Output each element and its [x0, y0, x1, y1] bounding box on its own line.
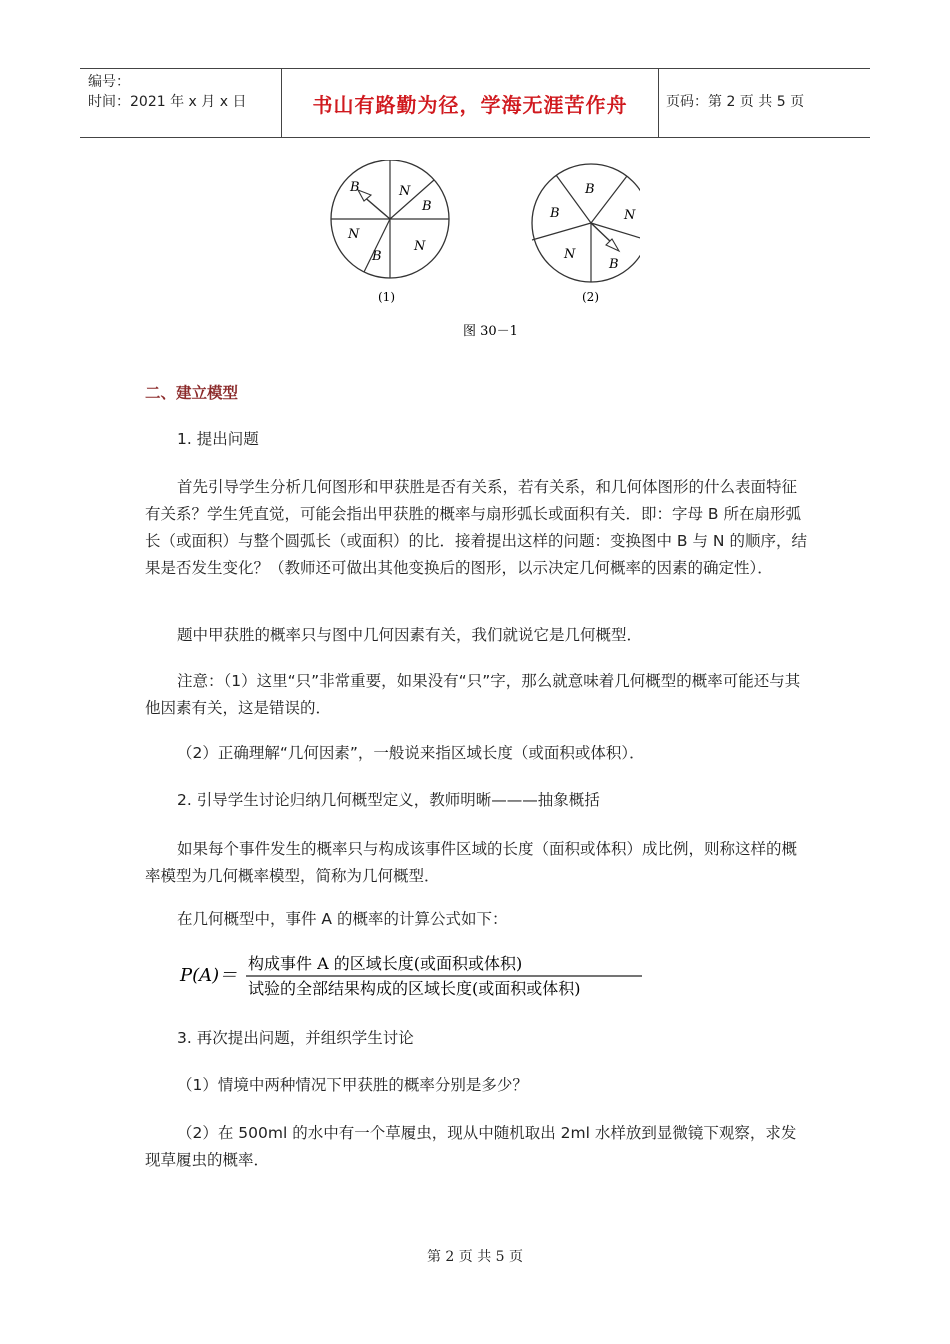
disk2-label-4: B [609, 257, 619, 272]
paragraph-1: 首先引导学生分析几何图形和甲获胜是否有关系，若有关系，和几何体图形的什么表面特征有关系？学生凭直觉，可能会指出甲获胜的概率与扇形弧长或面积有关．即：字母 B 所在扇形弧长（或面积）与整个圆弧长（或面积）的比．接着提出这样的问题：变换图中 B 与 N 的顺序，结果是否发生变化？（教师还可做出其他变换后的图形，以示决定几何概率的因素的确定性）． [145, 478, 807, 577]
spinner-disk-1 [331, 160, 449, 304]
section-heading: 二、建立模型 [145, 384, 239, 402]
header-meta [88, 72, 246, 112]
time-label: 时间：2021 年 x 月 x 日 [88, 94, 247, 110]
item-2-heading: 2. 引导学生讨论归纳几何概型定义，教师明晰———抽象概括 [177, 791, 600, 809]
disk1-caption: (1) [378, 290, 395, 304]
formula-denominator: 试验的全部结果构成的区域长度(或面积或体积) [248, 979, 581, 998]
disk2-label-1: B [585, 182, 595, 197]
disk1-label-4: N [348, 227, 360, 242]
disk1-label-3: B [422, 199, 432, 214]
disk1-label-6: N [414, 239, 426, 254]
disk2-label-3: N [624, 208, 636, 223]
paragraph-2: 题中甲获胜的概率只与图中几何因素有关，我们就说它是几何概型． [177, 626, 643, 644]
disk1-label-2: N [399, 184, 411, 199]
spinner-figure [320, 160, 640, 350]
disk2-label-5: N [564, 247, 576, 262]
probability-formula [178, 948, 648, 1000]
paragraph-5: 如果每个事件发生的概率只与构成该事件区域的长度（面积或体积）成比例，则称这样的概率模型为几何概率模型，简称为几何概型． [145, 840, 798, 885]
number-label: 编号： [88, 74, 130, 90]
paragraph-4: （2）正确理解“几何因素”，一般说来指区域长度（或面积或体积）． [177, 744, 645, 762]
disk1-label-1: B [350, 180, 360, 195]
paragraph-3: 注意：（1）这里“只”非常重要，如果没有“只”字，那么就意味着几何概型的概率可能还与其他因素有关，这是错误的． [145, 672, 801, 717]
header-page-info: 页码：第 2 页 共 5 页 [666, 94, 805, 110]
disk2-caption: (2) [582, 290, 599, 304]
formula-numerator: 构成事件 A 的区域长度(或面积或体积) [248, 954, 523, 973]
item-3-heading: 3. 再次提出问题，并组织学生讨论 [177, 1029, 414, 1047]
page-footer: 第 2 页 共 5 页 [426, 1249, 524, 1265]
disk1-label-5: B [372, 249, 382, 264]
spinner-disk-2 [532, 164, 640, 304]
figure-title: 图 30－1 [463, 324, 518, 339]
item-1-heading: 1. 提出问题 [177, 430, 259, 448]
formula-lhs: P(A)＝ [180, 965, 238, 986]
paragraph-7: （1）情境中两种情况下甲获胜的概率分别是多少？ [177, 1076, 528, 1094]
page-header [80, 68, 870, 138]
paragraph-8: （2）在 500ml 的水中有一个草履虫，现从中随机取出 2ml 水样放到显微镜下观察，求发现草履虫的概率． [145, 1124, 797, 1169]
header-motto: 书山有路勤为径，学海无涯苦作舟 [281, 69, 659, 137]
disk2-label-2: B [550, 206, 560, 221]
paragraph-6: 在几何概型中，事件 A 的概率的计算公式如下： [177, 910, 508, 928]
